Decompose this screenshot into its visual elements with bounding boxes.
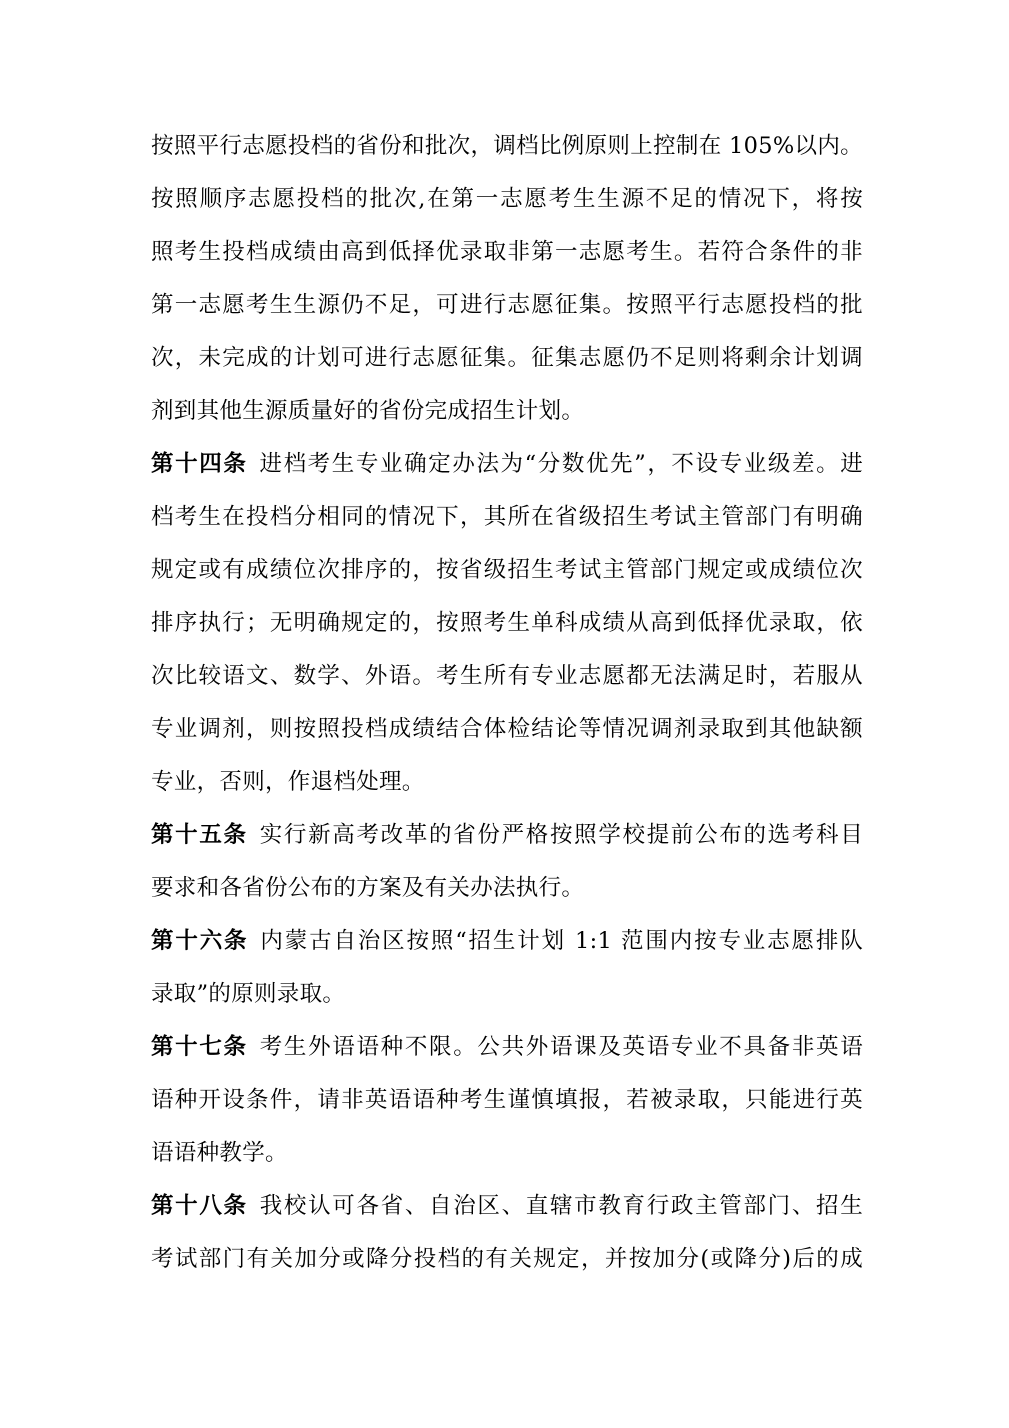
paragraph-line: [151, 1074, 863, 1127]
line-text: 我校认可各省、自治区、直辖市教育行政主管部门、招生: [259, 1193, 863, 1219]
paragraph-line: [151, 385, 863, 438]
line-text: 第一志愿考生生源仍不足，可进行志愿征集。按照平行志愿投档的批: [151, 292, 863, 318]
paragraph-line: [151, 597, 863, 650]
paragraph-line: [151, 1127, 863, 1180]
line-text: 次，未完成的计划可进行志愿征集。征集志愿仍不足则将剩余计划调: [151, 345, 863, 371]
paragraph-line: [151, 703, 863, 756]
article-number: 第十八条: [151, 1193, 248, 1219]
line-text: 考试部门有关加分或降分投档的有关规定，并按加分(或降分)后的成: [151, 1246, 863, 1272]
paragraph-line: [151, 1233, 863, 1286]
line-text: 实行新高考改革的省份严格按照学校提前公布的选考科目: [259, 822, 863, 848]
article-heading-line: [151, 438, 863, 491]
paragraph-line: [151, 544, 863, 597]
paragraph-line: [151, 862, 863, 915]
line-text: 语语种教学。: [151, 1140, 288, 1166]
line-text: 剂到其他生源质量好的省份完成招生计划。: [151, 398, 585, 424]
paragraph-line: [151, 756, 863, 809]
line-text: 语种开设条件，请非英语语种考生谨慎填报，若被录取，只能进行英: [151, 1087, 863, 1113]
line-text: 按照平行志愿投档的省份和批次，调档比例原则上控制在 105%以内。: [151, 133, 863, 159]
paragraph-line: [151, 332, 863, 385]
paragraph-line: [151, 491, 863, 544]
article-heading-line: [151, 915, 863, 968]
line-text: 档考生在投档分相同的情况下，其所在省级招生考试主管部门有明确: [151, 504, 863, 530]
paragraph-line: [151, 173, 863, 226]
article-heading-line: [151, 1180, 863, 1233]
line-text: 规定或有成绩位次排序的，按省级招生考试主管部门规定或成绩位次: [151, 557, 863, 583]
line-text: 要求和各省份公布的方案及有关办法执行。: [151, 875, 585, 901]
article-number: 第十六条: [151, 928, 249, 954]
paragraph-line: [151, 650, 863, 703]
article-heading-line: [151, 1021, 863, 1074]
line-text: 录取”的原则录取。: [151, 981, 346, 1007]
paragraph-line: [151, 120, 863, 173]
line-text: 进档考生专业确定办法为“分数优先”，不设专业级差。进: [259, 451, 864, 477]
line-text: 专业调剂，则按照投档成绩结合体检结论等情况调剂录取到其他缺额: [151, 716, 863, 742]
line-text: 照考生投档成绩由高到低择优录取非第一志愿考生。若符合条件的非: [151, 239, 863, 265]
line-text: 排序执行；无明确规定的，按照考生单科成绩从高到低择优录取，依: [151, 610, 863, 636]
article-number: 第十四条: [151, 451, 248, 477]
article-number: 第十七条: [151, 1034, 248, 1060]
paragraph-line: [151, 279, 863, 332]
line-text: 次比较语文、数学、外语。考生所有专业志愿都无法满足时，若服从: [151, 663, 863, 689]
paragraph-line: [151, 226, 863, 279]
line-text: 考生外语语种不限。公共外语课及英语专业不具备非英语: [259, 1034, 863, 1060]
paragraph-line: [151, 968, 863, 1021]
article-heading-line: [151, 809, 863, 862]
line-text: 按照顺序志愿投档的批次,在第一志愿考生生源不足的情况下，将按: [151, 186, 863, 212]
line-text: 内蒙古自治区按照“招生计划 1:1 范围内按专业志愿排队: [260, 928, 864, 954]
line-text: 专业，否则，作退档处理。: [151, 769, 425, 795]
document-body: [151, 120, 863, 1286]
article-number: 第十五条: [151, 822, 248, 848]
